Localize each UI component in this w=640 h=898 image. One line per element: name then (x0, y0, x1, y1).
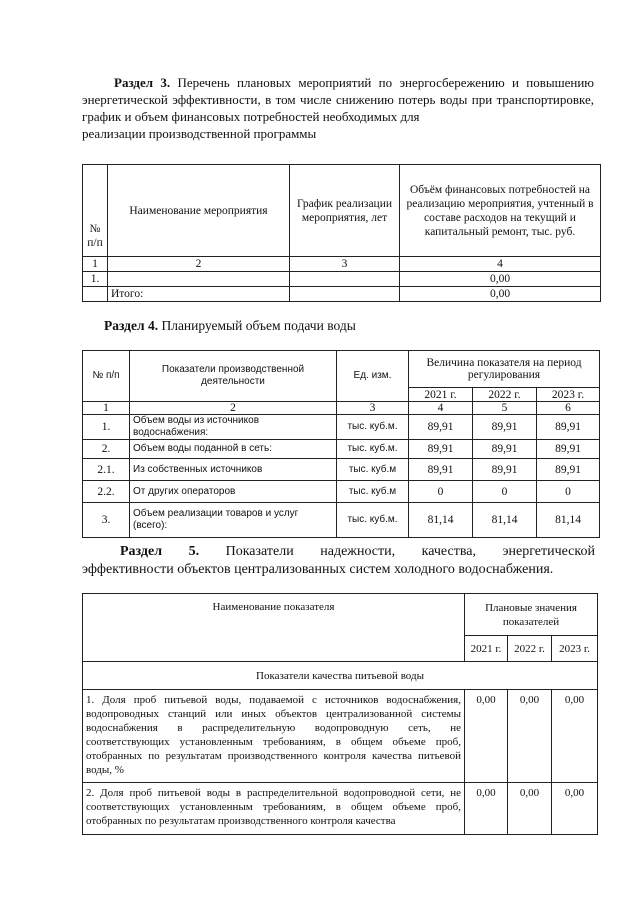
table-row (83, 783, 598, 835)
row-num: 2.1. (83, 459, 130, 481)
header-finance: Объём финансовых потребностей на реализацию мероприятия, учтенный в составе расходов на текущий и капитальный ремонт, тыс. руб. (400, 165, 601, 257)
row-name (108, 272, 290, 287)
index-cell: 4 (409, 402, 473, 415)
indicator-text: 2. Доля проб питьевой воды в распределительной водопроводной сети, не соответствующих установленным требованиям, в общем объеме проб, отобранных по результатам производственного контроля качества (83, 783, 465, 835)
header-schedule: График реализации мероприятия, лет (290, 165, 400, 257)
table-row (83, 415, 600, 440)
row-unit: тыс. куб.м. (337, 440, 409, 459)
row-value: 89,91 (473, 459, 537, 481)
row-value: 0,00 (508, 690, 552, 783)
row-num: 1. (83, 272, 108, 287)
section-4-label: Раздел 4. (104, 318, 159, 333)
index-cell: 1 (83, 402, 130, 415)
section-5-title-last: эффективности объектов централизованных систем холодного водоснабжения. (82, 562, 554, 577)
section-5-label: Раздел (120, 544, 163, 559)
row-value: 0 (473, 481, 537, 503)
index-cell: 1 (83, 257, 108, 272)
row-value: 0,00 (400, 272, 601, 287)
row-value: 0,00 (465, 783, 508, 835)
header-num: № п/п (83, 165, 108, 257)
row-value: 89,91 (537, 440, 600, 459)
row-value: 0,00 (465, 690, 508, 783)
row-num: 3. (83, 503, 130, 538)
header-year: 2023 г. (537, 388, 600, 402)
table-row (83, 440, 600, 459)
group-heading: Показатели качества питьевой воды (83, 662, 598, 690)
reliability-table (82, 593, 598, 835)
section-5-heading (82, 543, 595, 579)
row-unit: тыс. куб.м. (337, 415, 409, 440)
index-cell: 2 (130, 402, 337, 415)
row-value: 81,14 (473, 503, 537, 538)
row-unit: тыс. куб.м. (337, 503, 409, 538)
row-value: 0 (409, 481, 473, 503)
section-5-number: 5. (188, 544, 200, 559)
row-value: 89,91 (409, 459, 473, 481)
row-value: 0,00 (552, 690, 598, 783)
row-name: От других операторов (130, 481, 337, 503)
header-planned: Плановые значения показателей (465, 594, 598, 636)
header-year: 2022 г. (473, 388, 537, 402)
row-name: Из собственных источников (130, 459, 337, 481)
index-cell: 6 (537, 402, 600, 415)
row-value: 0,00 (552, 783, 598, 835)
table-row (83, 481, 600, 503)
row-value: 0 (537, 481, 600, 503)
row-value: 89,91 (537, 415, 600, 440)
section-3-title: Перечень плановых мероприятий по энергосбережению и повышению энергетической эффективности, в том числе снижению потерь воды при транспортировке, график и объем финансовых потребностей необходимых для (82, 75, 594, 124)
total-label: Итого: (108, 287, 290, 302)
header-num: № п/п (83, 351, 130, 402)
header-measure-name: Наименование мероприятия (108, 165, 290, 257)
table-row (83, 459, 600, 481)
header-year: 2021 г. (409, 388, 473, 402)
section-5-word: надежности, (320, 544, 396, 559)
section-3-title-last: реализации производственной программы (82, 126, 317, 141)
header-indicator-name: Наименование показателя (83, 594, 465, 662)
section-4-heading (104, 318, 356, 334)
row-unit: тыс. куб.м (337, 459, 409, 481)
section-5-word: энергетической (502, 544, 595, 559)
row-schedule (290, 272, 400, 287)
table-row (83, 690, 598, 783)
measures-table (82, 164, 601, 302)
header-year: 2021 г. (465, 636, 508, 662)
table-row (83, 503, 600, 538)
section-5-word: Показатели (225, 544, 294, 559)
row-num: 1. (83, 415, 130, 440)
row-value: 81,14 (409, 503, 473, 538)
section-3-label: Раздел 3. (114, 75, 171, 90)
row-value: 89,91 (473, 415, 537, 440)
row-num: 2. (83, 440, 130, 459)
index-cell: 2 (108, 257, 290, 272)
row-value: 0,00 (508, 783, 552, 835)
index-cell: 3 (290, 257, 400, 272)
total-value: 0,00 (400, 287, 601, 302)
section-4-title: Планируемый объем подачи воды (161, 318, 356, 333)
header-year: 2022 г. (508, 636, 552, 662)
row-value: 89,91 (409, 415, 473, 440)
row-unit: тыс. куб.м (337, 481, 409, 503)
water-supply-table (82, 350, 600, 538)
row-num: 2.2. (83, 481, 130, 503)
section-3-heading (82, 74, 594, 142)
row-value: 81,14 (537, 503, 600, 538)
index-cell: 5 (473, 402, 537, 415)
indicator-text: 1. Доля проб питьевой воды, подаваемой с источников водоснабжения, водопроводных станций или иных объектов централизованной системы водоснабжения в распределительную водопроводную сеть, не соответствующих установленным требованиям, в общем объеме проб, отобранных по результатам производственного контроля качества питьевой воды, % (83, 690, 465, 783)
header-value-group: Величина показателя на период регулирования (409, 351, 600, 388)
row-name: Объем реализации товаров и услуг (всего): (130, 503, 337, 538)
header-unit: Ед. изм. (337, 351, 409, 402)
row-value: 89,91 (537, 459, 600, 481)
row-value: 89,91 (473, 440, 537, 459)
row-value: 89,91 (409, 440, 473, 459)
index-cell: 3 (337, 402, 409, 415)
index-cell: 4 (400, 257, 601, 272)
row-name: Объем воды поданной в сеть: (130, 440, 337, 459)
header-year: 2023 г. (552, 636, 598, 662)
section-5-word: качества, (421, 544, 476, 559)
row-name: Объем воды из источников водоснабжения: (130, 415, 337, 440)
header-indicators: Показатели производственной деятельности (130, 351, 337, 402)
